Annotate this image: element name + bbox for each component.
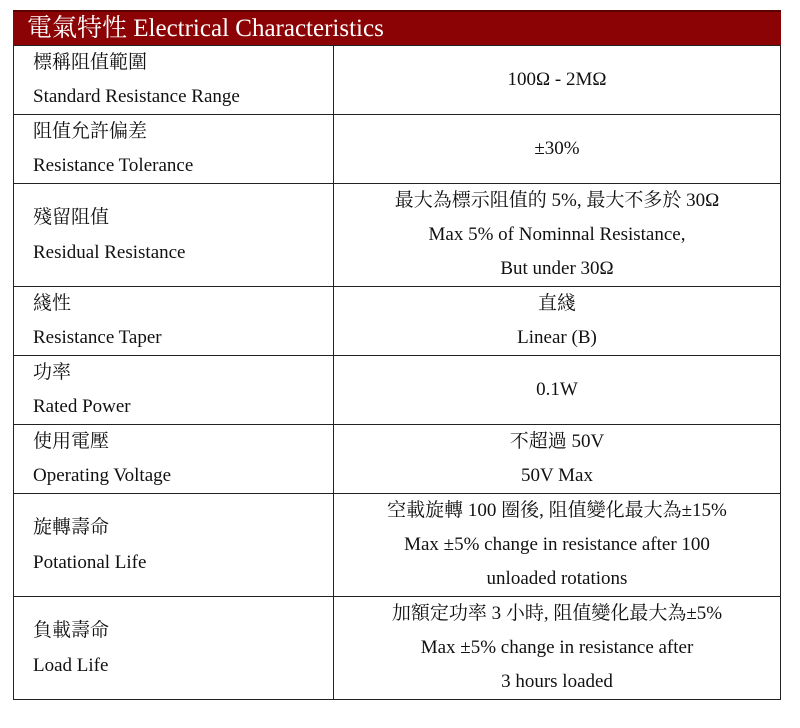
row-value-cell (334, 115, 781, 184)
label-english: Operating Voltage (33, 465, 172, 486)
value-line: 最大為標示阻值的 5%, 最大不多於 30Ω (394, 190, 720, 211)
label-english: Load Life (33, 654, 109, 676)
label-english: Resistance Tolerance (33, 155, 194, 176)
label-chinese: 標稱阻值範圍 (33, 52, 148, 73)
label-english: Resistance Taper (33, 327, 162, 348)
value-line: unloaded rotations (486, 568, 628, 589)
label-chinese: 使用電壓 (33, 431, 110, 452)
label-english: Rated Power (33, 396, 131, 417)
characteristics-table (13, 45, 781, 700)
table-row-resistance-taper (14, 287, 781, 356)
row-label-cell (14, 494, 334, 597)
table-row-operating-voltage (14, 425, 781, 494)
label-english: Standard Resistance Range (33, 86, 240, 107)
value-line: Max 5% of Nominnal Resistance, (428, 224, 686, 245)
row-value-cell (334, 184, 781, 287)
row-label-cell (14, 115, 334, 184)
row-label-cell (14, 287, 334, 356)
label-chinese: 殘留阻值 (33, 206, 110, 228)
label-chinese: 阻值允許偏差 (33, 121, 148, 142)
value-line: 加額定功率 3 小時, 阻值變化最大為±5% (391, 603, 723, 624)
value-line: 50V Max (521, 465, 593, 486)
value-line: ±30% (534, 138, 580, 159)
value-line: 空載旋轉 100 圈後, 阻值變化最大為±15% (387, 500, 727, 521)
row-value-cell (334, 425, 781, 494)
electrical-characteristics-sheet (13, 10, 781, 700)
table-row-rated-power (14, 356, 781, 425)
value-line: Max ±5% change in resistance after (420, 637, 694, 658)
value-line: 直綫 (537, 293, 576, 314)
label-chinese: 旋轉壽命 (33, 516, 110, 538)
label-chinese: 綫性 (33, 293, 72, 314)
row-label-cell (14, 425, 334, 494)
table-row-standard-resistance-range (14, 46, 781, 115)
value-line: 100Ω - 2MΩ (507, 69, 607, 90)
row-label-cell (14, 356, 334, 425)
row-value-cell (334, 494, 781, 597)
row-value-cell (334, 287, 781, 356)
label-chinese: 功率 (33, 362, 72, 383)
value-line: Linear (B) (517, 327, 597, 348)
row-label-cell (14, 597, 334, 700)
label-english: Residual Resistance (33, 241, 186, 263)
value-line: 0.1W (536, 379, 578, 400)
table-row-load-life (14, 597, 781, 700)
value-line: But under 30Ω (500, 258, 614, 279)
table-row-resistance-tolerance (14, 115, 781, 184)
label-english: Potational Life (33, 551, 147, 573)
row-value-cell (334, 597, 781, 700)
table-row-residual-resistance (14, 184, 781, 287)
table-title: 電氣特性 Electrical Characteristics (13, 10, 781, 45)
value-line: 3 hours loaded (501, 671, 613, 692)
row-label-cell (14, 184, 334, 287)
row-value-cell (334, 46, 781, 115)
row-label-cell (14, 46, 334, 115)
label-chinese: 負載壽命 (33, 619, 110, 641)
table-row-rotational-life (14, 494, 781, 597)
value-line: Max ±5% change in resistance after 100 (404, 534, 710, 555)
row-value-cell (334, 356, 781, 425)
value-line: 不超過 50V (509, 431, 605, 452)
